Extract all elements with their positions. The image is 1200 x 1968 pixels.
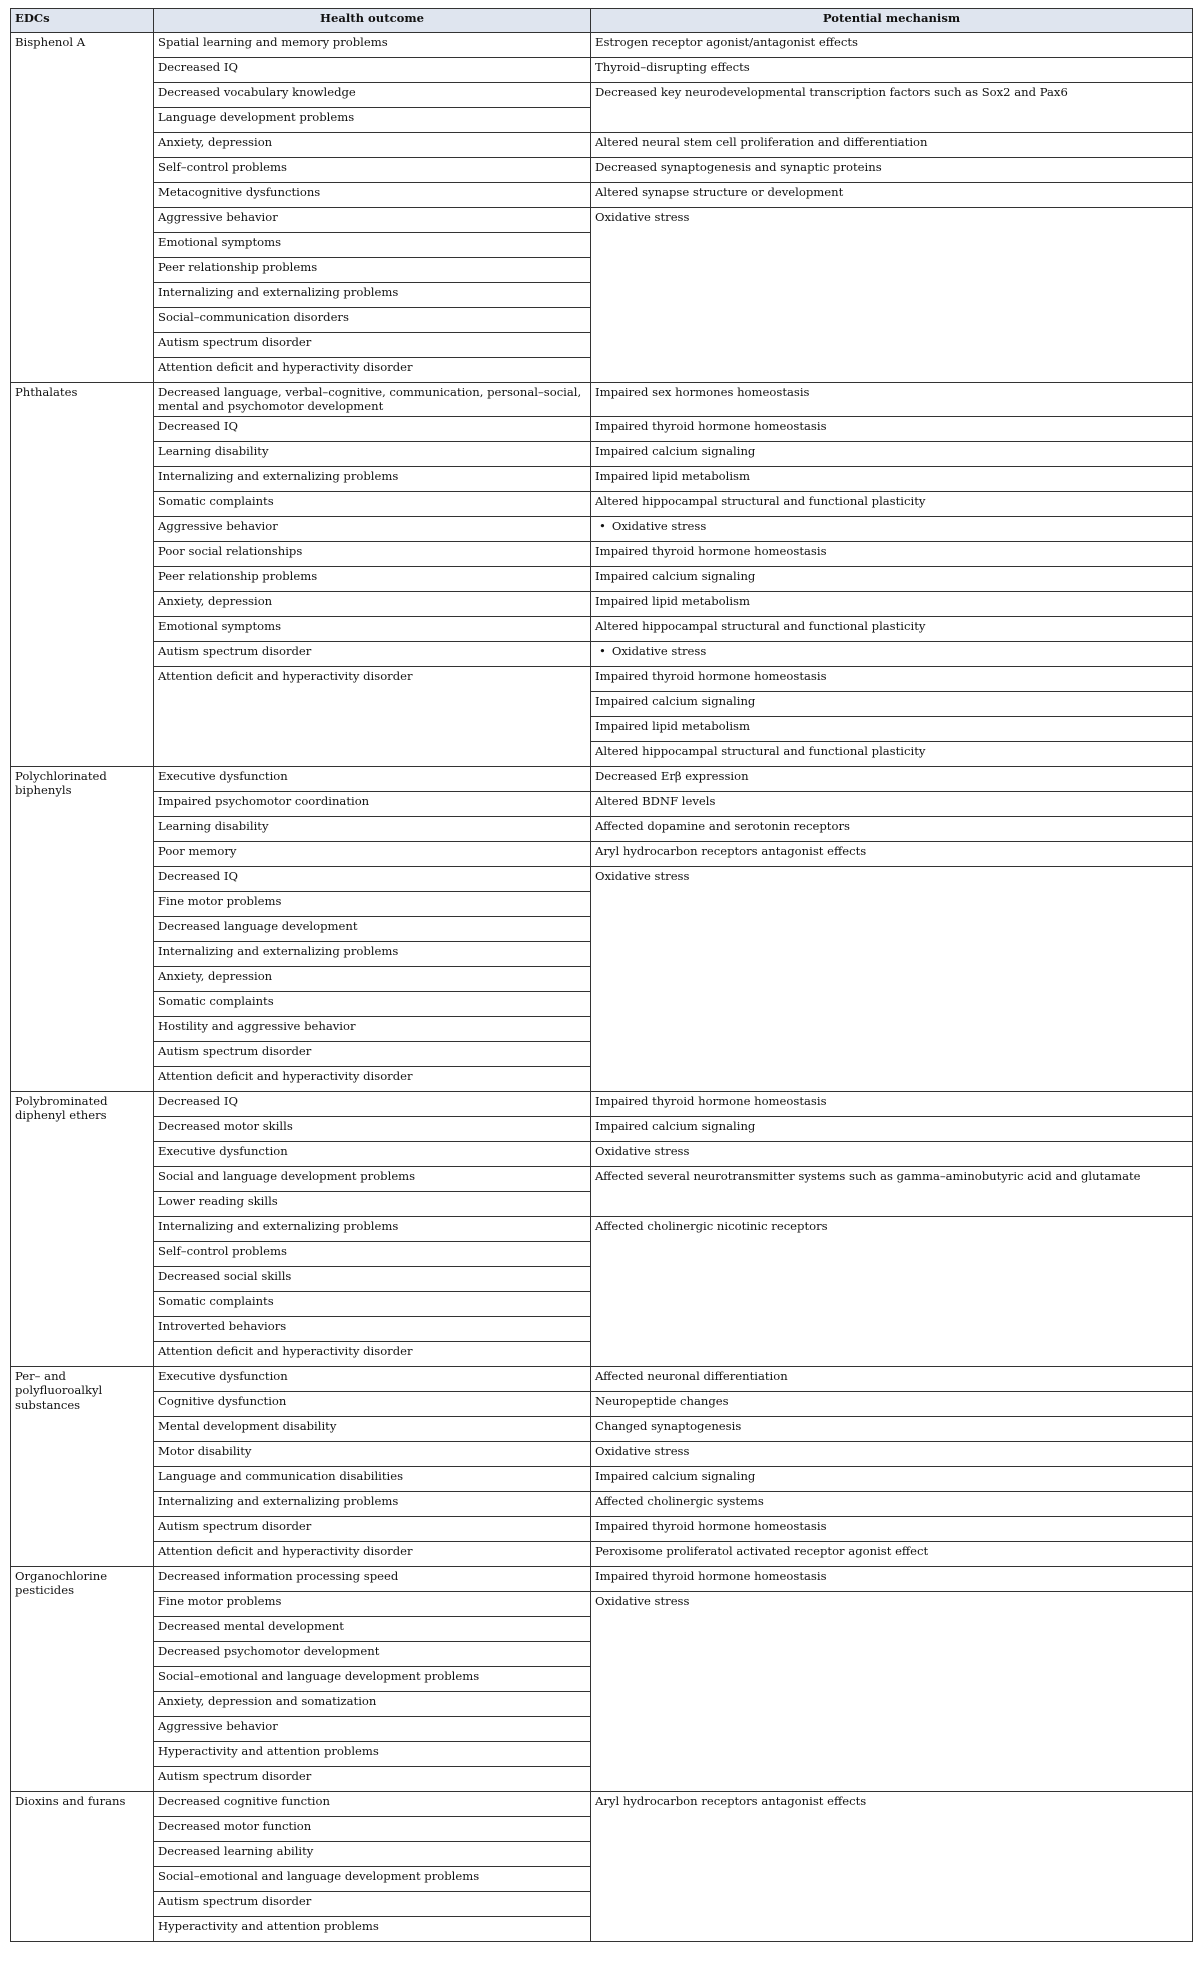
- table-header-row: [11, 9, 1193, 33]
- mechanism-cell: Thyroid–disrupting effects: [591, 58, 1193, 83]
- bullet-mechanism-text: • Oxidative stress: [595, 644, 706, 658]
- table-row: [11, 641, 1193, 666]
- mechanism-cell: Altered hippocampal structural and functional plasticity: [591, 491, 1193, 516]
- table-row: [11, 666, 1193, 691]
- health-outcome-cell: Self–control problems: [154, 158, 591, 183]
- health-outcome-cell: Autism spectrum disorder: [154, 1041, 591, 1066]
- table-row: [11, 766, 1193, 791]
- mechanism-cell: Affected neuronal differentiation: [591, 1366, 1193, 1391]
- mechanism-cell: Impaired thyroid hormone homeostasis: [591, 666, 1193, 691]
- health-outcome-cell: Attention deficit and hyperactivity disorder: [154, 1066, 591, 1091]
- mechanism-cell: Impaired thyroid hormone homeostasis: [591, 1091, 1193, 1116]
- health-outcome-cell: Somatic complaints: [154, 1291, 591, 1316]
- health-outcome-cell: Decreased cognitive function: [154, 1791, 591, 1816]
- edc-name-cell: Dioxins and furans: [11, 1791, 154, 1941]
- health-outcome-cell: Cognitive dysfunction: [154, 1391, 591, 1416]
- mechanism-cell: Affected dopamine and serotonin receptors: [591, 816, 1193, 841]
- table-row: [11, 383, 1193, 417]
- mechanism-cell: Oxidative stress: [591, 866, 1193, 1091]
- table-row: [11, 816, 1193, 841]
- health-outcome-cell: Social and language development problems: [154, 1166, 591, 1191]
- health-outcome-cell: Fine motor problems: [154, 1591, 591, 1616]
- health-outcome-cell: Decreased information processing speed: [154, 1566, 591, 1591]
- health-outcome-cell: Social–emotional and language development problems: [154, 1666, 591, 1691]
- header-edcs: EDCs: [11, 9, 154, 33]
- health-outcome-cell: Social–emotional and language development problems: [154, 1866, 591, 1891]
- mechanism-cell: Impaired calcium signaling: [591, 1116, 1193, 1141]
- table-row: [11, 416, 1193, 441]
- health-outcome-cell: Decreased IQ: [154, 58, 591, 83]
- health-outcome-cell: Executive dysfunction: [154, 766, 591, 791]
- mechanism-cell: Altered BDNF levels: [591, 791, 1193, 816]
- table-row: [11, 183, 1193, 208]
- table-row: [11, 1791, 1193, 1816]
- health-outcome-cell: Anxiety, depression and somatization: [154, 1691, 591, 1716]
- mechanism-cell: Altered neural stem cell proliferation and differentiation: [591, 133, 1193, 158]
- table-row: [11, 1391, 1193, 1416]
- health-outcome-cell: Internalizing and externalizing problems: [154, 283, 591, 308]
- health-outcome-cell: Attention deficit and hyperactivity disorder: [154, 666, 591, 766]
- health-outcome-cell: Decreased mental development: [154, 1616, 591, 1641]
- mechanism-cell: Changed synaptogenesis: [591, 1416, 1193, 1441]
- edc-name-cell: Phthalates: [11, 383, 154, 767]
- bullet-mechanism-text: • Oxidative stress: [595, 519, 706, 533]
- mechanism-cell: Affected several neurotransmitter systems such as gamma–aminobutyric acid and glutamate: [591, 1166, 1193, 1216]
- mechanism-cell: Impaired thyroid hormone homeostasis: [591, 541, 1193, 566]
- mechanism-cell: Neuropeptide changes: [591, 1391, 1193, 1416]
- mechanism-cell: Affected cholinergic systems: [591, 1491, 1193, 1516]
- health-outcome-cell: Aggressive behavior: [154, 1716, 591, 1741]
- health-outcome-cell: Decreased psychomotor development: [154, 1641, 591, 1666]
- table-row: [11, 466, 1193, 491]
- table-row: [11, 1591, 1193, 1616]
- table-row: [11, 866, 1193, 891]
- mechanism-cell: Affected cholinergic nicotinic receptors: [591, 1216, 1193, 1366]
- table-body: [11, 33, 1193, 1942]
- mechanism-cell: Altered hippocampal structural and functional plasticity: [591, 616, 1193, 641]
- table-row: [11, 1216, 1193, 1241]
- health-outcome-cell: Somatic complaints: [154, 491, 591, 516]
- mechanism-cell: Impaired thyroid hormone homeostasis: [591, 1566, 1193, 1591]
- table-row: [11, 1491, 1193, 1516]
- health-outcome-cell: Peer relationship problems: [154, 258, 591, 283]
- table-row: [11, 83, 1193, 108]
- table-row: [11, 1366, 1193, 1391]
- health-outcome-cell: Attention deficit and hyperactivity disorder: [154, 358, 591, 383]
- health-outcome-cell: Aggressive behavior: [154, 516, 591, 541]
- health-outcome-cell: Decreased IQ: [154, 866, 591, 891]
- health-outcome-cell: Decreased language, verbal–cognitive, communication, personal–social, mental and psychomotor development: [154, 383, 591, 417]
- table-row: [11, 158, 1193, 183]
- mechanism-cell: Impaired calcium signaling: [591, 1466, 1193, 1491]
- table-row: [11, 1541, 1193, 1566]
- health-outcome-cell: Internalizing and externalizing problems: [154, 466, 591, 491]
- mechanism-cell: Altered hippocampal structural and functional plasticity: [591, 741, 1193, 766]
- health-outcome-cell: Metacognitive dysfunctions: [154, 183, 591, 208]
- health-outcome-cell: Aggressive behavior: [154, 208, 591, 233]
- health-outcome-cell: Hostility and aggressive behavior: [154, 1016, 591, 1041]
- health-outcome-cell: Language development problems: [154, 108, 591, 133]
- mechanism-cell: Decreased key neurodevelopmental transcription factors such as Sox2 and Pax6: [591, 83, 1193, 133]
- health-outcome-cell: Autism spectrum disorder: [154, 1516, 591, 1541]
- table-row: [11, 491, 1193, 516]
- table-row: [11, 133, 1193, 158]
- health-outcome-cell: Hyperactivity and attention problems: [154, 1741, 591, 1766]
- health-outcome-cell: Decreased vocabulary knowledge: [154, 83, 591, 108]
- table-row: [11, 1116, 1193, 1141]
- table-row: [11, 1416, 1193, 1441]
- mechanism-cell: Impaired calcium signaling: [591, 691, 1193, 716]
- edc-health-outcome-table: [10, 8, 1193, 1942]
- health-outcome-cell: Self–control problems: [154, 1241, 591, 1266]
- health-outcome-cell: Anxiety, depression: [154, 591, 591, 616]
- mechanism-cell: Impaired calcium signaling: [591, 441, 1193, 466]
- mechanism-cell: Impaired lipid metabolism: [591, 466, 1193, 491]
- health-outcome-cell: Spatial learning and memory problems: [154, 33, 591, 58]
- mechanism-cell: Peroxisome proliferatol activated receptor agonist effect: [591, 1541, 1193, 1566]
- health-outcome-cell: Peer relationship problems: [154, 566, 591, 591]
- health-outcome-cell: Learning disability: [154, 816, 591, 841]
- health-outcome-cell: Autism spectrum disorder: [154, 333, 591, 358]
- edc-name-cell: Polychlorinated biphenyls: [11, 766, 154, 1091]
- edc-name-cell: Per– and polyfluoroalkyl substances: [11, 1366, 154, 1566]
- table-row: [11, 1141, 1193, 1166]
- table-row: [11, 441, 1193, 466]
- mechanism-cell: Oxidative stress: [591, 208, 1193, 383]
- table-row: [11, 1166, 1193, 1191]
- table-row: [11, 1091, 1193, 1116]
- mechanism-cell: Oxidative stress: [591, 1591, 1193, 1791]
- mechanism-cell: [591, 641, 1193, 666]
- table-row: [11, 1466, 1193, 1491]
- health-outcome-cell: Motor disability: [154, 1441, 591, 1466]
- health-outcome-cell: Hyperactivity and attention problems: [154, 1916, 591, 1941]
- health-outcome-cell: Anxiety, depression: [154, 966, 591, 991]
- health-outcome-cell: Decreased IQ: [154, 1091, 591, 1116]
- table-row: [11, 1441, 1193, 1466]
- health-outcome-cell: Impaired psychomotor coordination: [154, 791, 591, 816]
- health-outcome-cell: Fine motor problems: [154, 891, 591, 916]
- health-outcome-cell: Attention deficit and hyperactivity disorder: [154, 1541, 591, 1566]
- mechanism-cell: Impaired lipid metabolism: [591, 591, 1193, 616]
- table-row: [11, 841, 1193, 866]
- header-health-outcome: Health outcome: [154, 9, 591, 33]
- health-outcome-cell: Poor social relationships: [154, 541, 591, 566]
- health-outcome-cell: Poor memory: [154, 841, 591, 866]
- table-row: [11, 566, 1193, 591]
- table-row: [11, 208, 1193, 233]
- table-row: [11, 616, 1193, 641]
- table-row: [11, 541, 1193, 566]
- table-row: [11, 1566, 1193, 1591]
- health-outcome-cell: Decreased motor skills: [154, 1116, 591, 1141]
- mechanism-cell: Oxidative stress: [591, 1141, 1193, 1166]
- health-outcome-cell: Internalizing and externalizing problems: [154, 1491, 591, 1516]
- mechanism-cell: Oxidative stress: [591, 1441, 1193, 1466]
- edc-name-cell: Organochlorine pesticides: [11, 1566, 154, 1791]
- health-outcome-cell: Learning disability: [154, 441, 591, 466]
- health-outcome-cell: Autism spectrum disorder: [154, 641, 591, 666]
- table-row: [11, 33, 1193, 58]
- mechanism-cell: Altered synapse structure or development: [591, 183, 1193, 208]
- mechanism-cell: Impaired calcium signaling: [591, 566, 1193, 591]
- mechanism-cell: Aryl hydrocarbon receptors antagonist effects: [591, 841, 1193, 866]
- mechanism-cell: Impaired sex hormones homeostasis: [591, 383, 1193, 417]
- health-outcome-cell: Anxiety, depression: [154, 133, 591, 158]
- health-outcome-cell: Internalizing and externalizing problems: [154, 1216, 591, 1241]
- health-outcome-cell: Decreased learning ability: [154, 1841, 591, 1866]
- header-potential-mechanism: Potential mechanism: [591, 9, 1193, 33]
- mechanism-cell: Impaired thyroid hormone homeostasis: [591, 1516, 1193, 1541]
- health-outcome-cell: Attention deficit and hyperactivity disorder: [154, 1341, 591, 1366]
- mechanism-cell: Decreased synaptogenesis and synaptic proteins: [591, 158, 1193, 183]
- health-outcome-cell: Decreased IQ: [154, 416, 591, 441]
- health-outcome-cell: Autism spectrum disorder: [154, 1766, 591, 1791]
- health-outcome-cell: Language and communication disabilities: [154, 1466, 591, 1491]
- edc-name-cell: Polybrominated diphenyl ethers: [11, 1091, 154, 1366]
- mechanism-cell: Impaired lipid metabolism: [591, 716, 1193, 741]
- health-outcome-cell: Emotional symptoms: [154, 233, 591, 258]
- health-outcome-cell: Lower reading skills: [154, 1191, 591, 1216]
- mechanism-cell: [591, 516, 1193, 541]
- health-outcome-cell: Executive dysfunction: [154, 1366, 591, 1391]
- health-outcome-cell: Emotional symptoms: [154, 616, 591, 641]
- mechanism-cell: Estrogen receptor agonist/antagonist effects: [591, 33, 1193, 58]
- table-row: [11, 591, 1193, 616]
- table-row: [11, 58, 1193, 83]
- table-row: [11, 516, 1193, 541]
- mechanism-cell: Decreased Erβ expression: [591, 766, 1193, 791]
- health-outcome-cell: Internalizing and externalizing problems: [154, 941, 591, 966]
- health-outcome-cell: Executive dysfunction: [154, 1141, 591, 1166]
- health-outcome-cell: Introverted behaviors: [154, 1316, 591, 1341]
- mechanism-cell: Impaired thyroid hormone homeostasis: [591, 416, 1193, 441]
- health-outcome-cell: Mental development disability: [154, 1416, 591, 1441]
- table-row: [11, 1516, 1193, 1541]
- edc-name-cell: Bisphenol A: [11, 33, 154, 383]
- health-outcome-cell: Decreased motor function: [154, 1816, 591, 1841]
- health-outcome-cell: Decreased language development: [154, 916, 591, 941]
- health-outcome-cell: Autism spectrum disorder: [154, 1891, 591, 1916]
- health-outcome-cell: Decreased social skills: [154, 1266, 591, 1291]
- mechanism-cell: Aryl hydrocarbon receptors antagonist effects: [591, 1791, 1193, 1941]
- health-outcome-cell: Somatic complaints: [154, 991, 591, 1016]
- table-row: [11, 791, 1193, 816]
- health-outcome-cell: Social–communication disorders: [154, 308, 591, 333]
